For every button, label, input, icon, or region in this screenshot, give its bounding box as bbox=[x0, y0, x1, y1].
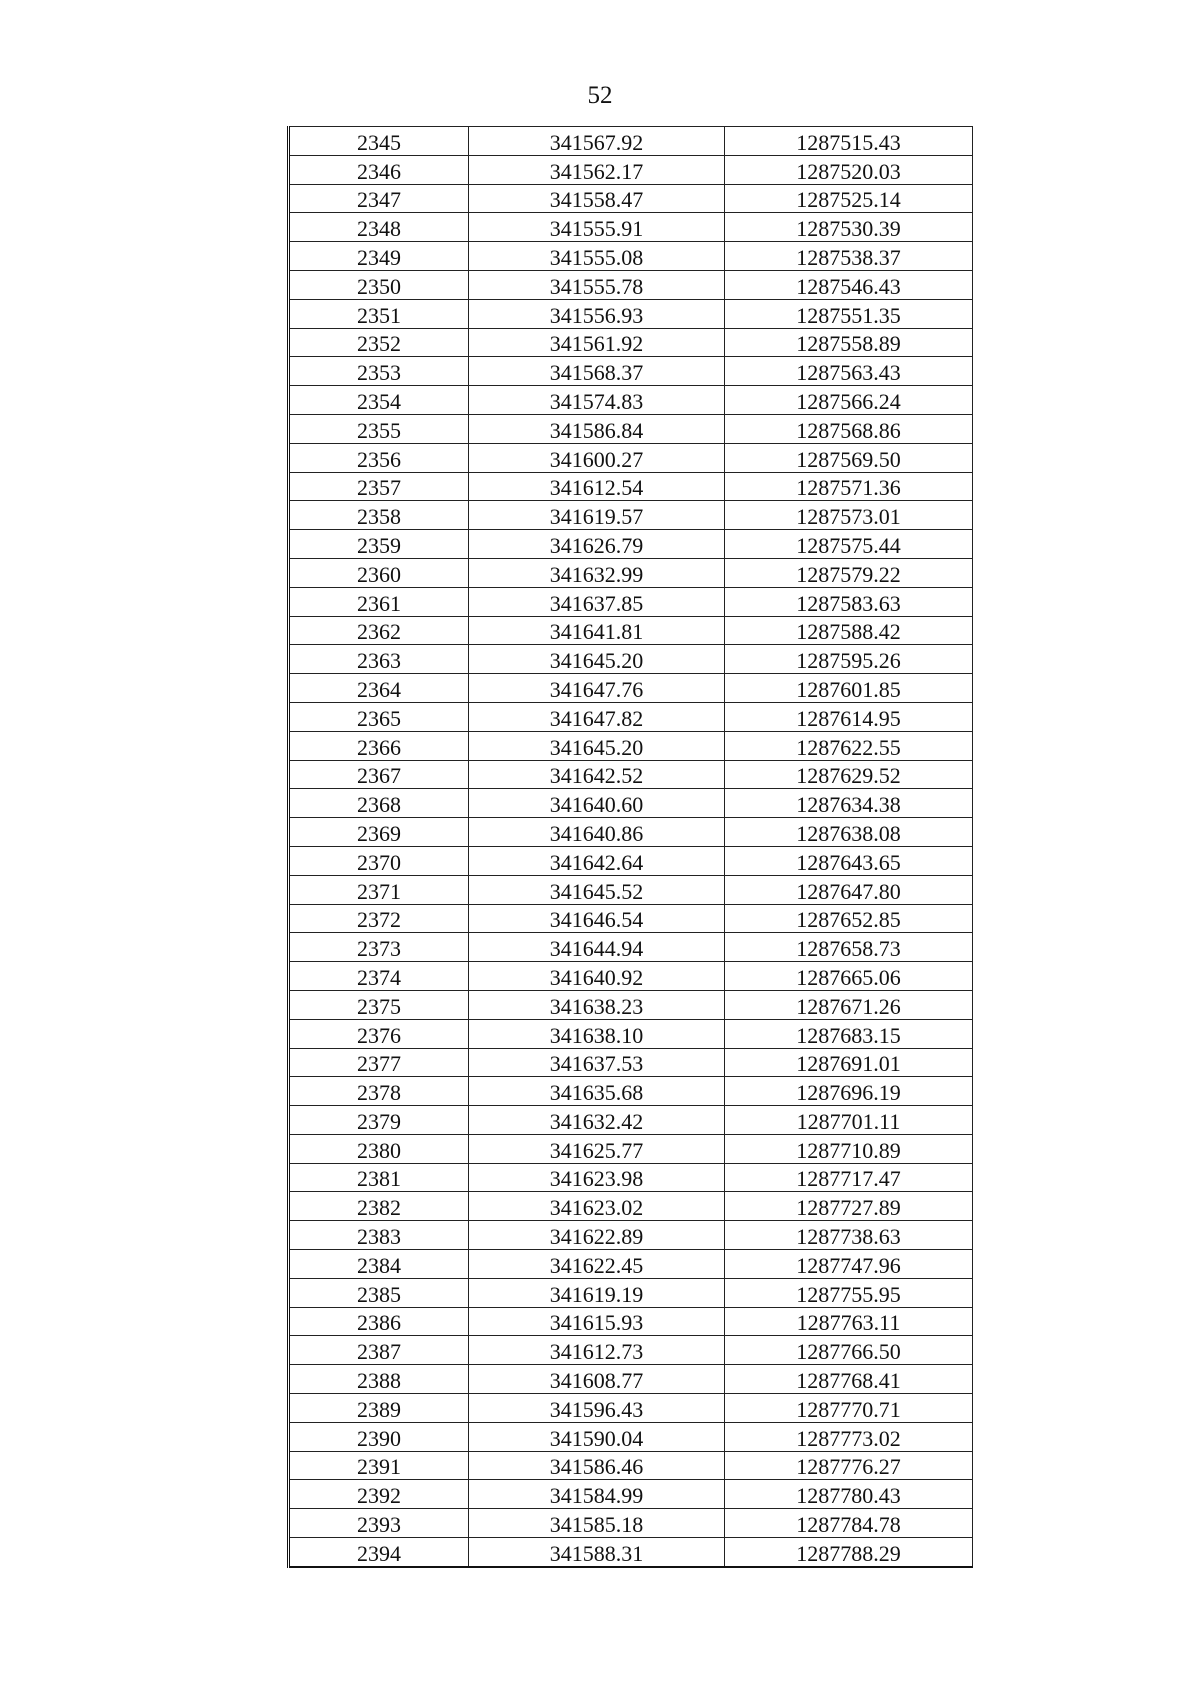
y-coordinate-cell: 1287588.42 bbox=[725, 616, 973, 645]
y-coordinate-cell: 1287755.95 bbox=[725, 1278, 973, 1307]
point-number-cell: 2348 bbox=[289, 213, 469, 242]
table-row bbox=[289, 1422, 973, 1451]
table-row bbox=[289, 501, 973, 530]
x-coordinate-cell: 341637.53 bbox=[469, 1048, 725, 1077]
x-coordinate-cell: 341622.45 bbox=[469, 1250, 725, 1279]
y-coordinate-cell: 1287788.29 bbox=[725, 1538, 973, 1567]
y-coordinate-cell: 1287520.03 bbox=[725, 155, 973, 184]
x-coordinate-cell: 341556.93 bbox=[469, 299, 725, 328]
y-coordinate-cell: 1287629.52 bbox=[725, 760, 973, 789]
x-coordinate-cell: 341623.02 bbox=[469, 1192, 725, 1221]
y-coordinate-cell: 1287643.65 bbox=[725, 846, 973, 875]
x-coordinate-cell: 341555.78 bbox=[469, 270, 725, 299]
table-row bbox=[289, 933, 973, 962]
y-coordinate-cell: 1287652.85 bbox=[725, 904, 973, 933]
point-number-cell: 2377 bbox=[289, 1048, 469, 1077]
table-row bbox=[289, 904, 973, 933]
x-coordinate-cell: 341646.54 bbox=[469, 904, 725, 933]
table-row bbox=[289, 1221, 973, 1250]
point-number-cell: 2388 bbox=[289, 1365, 469, 1394]
x-coordinate-cell: 341619.19 bbox=[469, 1278, 725, 1307]
y-coordinate-cell: 1287566.24 bbox=[725, 386, 973, 415]
table-row bbox=[289, 702, 973, 731]
y-coordinate-cell: 1287763.11 bbox=[725, 1307, 973, 1336]
y-coordinate-cell: 1287614.95 bbox=[725, 702, 973, 731]
point-number-cell: 2357 bbox=[289, 472, 469, 501]
x-coordinate-cell: 341645.20 bbox=[469, 645, 725, 674]
x-coordinate-cell: 341574.83 bbox=[469, 386, 725, 415]
x-coordinate-cell: 341562.17 bbox=[469, 155, 725, 184]
point-number-cell: 2359 bbox=[289, 530, 469, 559]
x-coordinate-cell: 341641.81 bbox=[469, 616, 725, 645]
x-coordinate-cell: 341615.93 bbox=[469, 1307, 725, 1336]
x-coordinate-cell: 341622.89 bbox=[469, 1221, 725, 1250]
x-coordinate-cell: 341600.27 bbox=[469, 443, 725, 472]
table-row bbox=[289, 1509, 973, 1538]
table-row bbox=[289, 1365, 973, 1394]
table-row bbox=[289, 1048, 973, 1077]
point-number-cell: 2389 bbox=[289, 1394, 469, 1423]
x-coordinate-cell: 341608.77 bbox=[469, 1365, 725, 1394]
y-coordinate-cell: 1287573.01 bbox=[725, 501, 973, 530]
table-row bbox=[289, 414, 973, 443]
table-row bbox=[289, 270, 973, 299]
table-row bbox=[289, 674, 973, 703]
table-row bbox=[289, 1134, 973, 1163]
y-coordinate-cell: 1287515.43 bbox=[725, 127, 973, 156]
point-number-cell: 2370 bbox=[289, 846, 469, 875]
x-coordinate-cell: 341640.92 bbox=[469, 962, 725, 991]
point-number-cell: 2385 bbox=[289, 1278, 469, 1307]
x-coordinate-cell: 341642.64 bbox=[469, 846, 725, 875]
table-row bbox=[289, 1278, 973, 1307]
x-coordinate-cell: 341585.18 bbox=[469, 1509, 725, 1538]
table-row bbox=[289, 357, 973, 386]
y-coordinate-cell: 1287546.43 bbox=[725, 270, 973, 299]
y-coordinate-cell: 1287770.71 bbox=[725, 1394, 973, 1423]
x-coordinate-cell: 341637.85 bbox=[469, 587, 725, 616]
x-coordinate-cell: 341567.92 bbox=[469, 127, 725, 156]
table-row bbox=[289, 443, 973, 472]
point-number-cell: 2392 bbox=[289, 1480, 469, 1509]
x-coordinate-cell: 341638.10 bbox=[469, 1019, 725, 1048]
point-number-cell: 2376 bbox=[289, 1019, 469, 1048]
table-row bbox=[289, 875, 973, 904]
table-row bbox=[289, 731, 973, 760]
x-coordinate-cell: 341558.47 bbox=[469, 184, 725, 213]
table-row bbox=[289, 328, 973, 357]
table-row bbox=[289, 846, 973, 875]
y-coordinate-cell: 1287569.50 bbox=[725, 443, 973, 472]
table-row bbox=[289, 789, 973, 818]
y-coordinate-cell: 1287738.63 bbox=[725, 1221, 973, 1250]
x-coordinate-cell: 341590.04 bbox=[469, 1422, 725, 1451]
table-row bbox=[289, 386, 973, 415]
table-row bbox=[289, 1394, 973, 1423]
x-coordinate-cell: 341588.31 bbox=[469, 1538, 725, 1567]
table-row bbox=[289, 1538, 973, 1567]
table-row bbox=[289, 1077, 973, 1106]
y-coordinate-cell: 1287647.80 bbox=[725, 875, 973, 904]
table-row bbox=[289, 1250, 973, 1279]
table-row bbox=[289, 213, 973, 242]
x-coordinate-cell: 341640.60 bbox=[469, 789, 725, 818]
y-coordinate-cell: 1287634.38 bbox=[725, 789, 973, 818]
x-coordinate-cell: 341561.92 bbox=[469, 328, 725, 357]
x-coordinate-cell: 341612.73 bbox=[469, 1336, 725, 1365]
point-number-cell: 2363 bbox=[289, 645, 469, 674]
table-row bbox=[289, 155, 973, 184]
y-coordinate-cell: 1287595.26 bbox=[725, 645, 973, 674]
table-row bbox=[289, 184, 973, 213]
y-coordinate-cell: 1287530.39 bbox=[725, 213, 973, 242]
point-number-cell: 2390 bbox=[289, 1422, 469, 1451]
x-coordinate-cell: 341647.82 bbox=[469, 702, 725, 731]
point-number-cell: 2366 bbox=[289, 731, 469, 760]
x-coordinate-cell: 341638.23 bbox=[469, 990, 725, 1019]
table-row bbox=[289, 1307, 973, 1336]
table-row bbox=[289, 616, 973, 645]
page-number: 52 bbox=[587, 82, 613, 109]
y-coordinate-cell: 1287780.43 bbox=[725, 1480, 973, 1509]
point-number-cell: 2347 bbox=[289, 184, 469, 213]
table-row bbox=[289, 1451, 973, 1480]
x-coordinate-cell: 341640.86 bbox=[469, 818, 725, 847]
y-coordinate-cell: 1287579.22 bbox=[725, 558, 973, 587]
table-row bbox=[289, 990, 973, 1019]
y-coordinate-cell: 1287601.85 bbox=[725, 674, 973, 703]
y-coordinate-cell: 1287727.89 bbox=[725, 1192, 973, 1221]
x-coordinate-cell: 341612.54 bbox=[469, 472, 725, 501]
point-number-cell: 2350 bbox=[289, 270, 469, 299]
x-coordinate-cell: 341644.94 bbox=[469, 933, 725, 962]
point-number-cell: 2387 bbox=[289, 1336, 469, 1365]
y-coordinate-cell: 1287773.02 bbox=[725, 1422, 973, 1451]
point-number-cell: 2382 bbox=[289, 1192, 469, 1221]
table-row bbox=[289, 558, 973, 587]
table-row bbox=[289, 127, 973, 156]
point-number-cell: 2383 bbox=[289, 1221, 469, 1250]
point-number-cell: 2386 bbox=[289, 1307, 469, 1336]
x-coordinate-cell: 341555.08 bbox=[469, 242, 725, 271]
y-coordinate-cell: 1287568.86 bbox=[725, 414, 973, 443]
coordinates-table-body bbox=[289, 127, 973, 1567]
table-row bbox=[289, 1480, 973, 1509]
point-number-cell: 2391 bbox=[289, 1451, 469, 1480]
y-coordinate-cell: 1287525.14 bbox=[725, 184, 973, 213]
x-coordinate-cell: 341626.79 bbox=[469, 530, 725, 559]
point-number-cell: 2378 bbox=[289, 1077, 469, 1106]
y-coordinate-cell: 1287717.47 bbox=[725, 1163, 973, 1192]
y-coordinate-cell: 1287696.19 bbox=[725, 1077, 973, 1106]
y-coordinate-cell: 1287551.35 bbox=[725, 299, 973, 328]
y-coordinate-cell: 1287671.26 bbox=[725, 990, 973, 1019]
point-number-cell: 2393 bbox=[289, 1509, 469, 1538]
y-coordinate-cell: 1287563.43 bbox=[725, 357, 973, 386]
table-row bbox=[289, 1336, 973, 1365]
x-coordinate-cell: 341635.68 bbox=[469, 1077, 725, 1106]
table-row bbox=[289, 1019, 973, 1048]
point-number-cell: 2394 bbox=[289, 1538, 469, 1567]
y-coordinate-cell: 1287538.37 bbox=[725, 242, 973, 271]
table-row bbox=[289, 1192, 973, 1221]
x-coordinate-cell: 341632.42 bbox=[469, 1106, 725, 1135]
y-coordinate-cell: 1287571.36 bbox=[725, 472, 973, 501]
y-coordinate-cell: 1287691.01 bbox=[725, 1048, 973, 1077]
y-coordinate-cell: 1287747.96 bbox=[725, 1250, 973, 1279]
x-coordinate-cell: 341647.76 bbox=[469, 674, 725, 703]
point-number-cell: 2353 bbox=[289, 357, 469, 386]
table-row bbox=[289, 962, 973, 991]
x-coordinate-cell: 341632.99 bbox=[469, 558, 725, 587]
x-coordinate-cell: 341555.91 bbox=[469, 213, 725, 242]
x-coordinate-cell: 341625.77 bbox=[469, 1134, 725, 1163]
y-coordinate-cell: 1287776.27 bbox=[725, 1451, 973, 1480]
table-row bbox=[289, 760, 973, 789]
table-row bbox=[289, 299, 973, 328]
y-coordinate-cell: 1287683.15 bbox=[725, 1019, 973, 1048]
y-coordinate-cell: 1287766.50 bbox=[725, 1336, 973, 1365]
coordinates-table bbox=[287, 126, 973, 1568]
point-number-cell: 2373 bbox=[289, 933, 469, 962]
y-coordinate-cell: 1287665.06 bbox=[725, 962, 973, 991]
y-coordinate-cell: 1287622.55 bbox=[725, 731, 973, 760]
y-coordinate-cell: 1287638.08 bbox=[725, 818, 973, 847]
y-coordinate-cell: 1287768.41 bbox=[725, 1365, 973, 1394]
table-row bbox=[289, 242, 973, 271]
x-coordinate-cell: 341642.52 bbox=[469, 760, 725, 789]
x-coordinate-cell: 341568.37 bbox=[469, 357, 725, 386]
y-coordinate-cell: 1287701.11 bbox=[725, 1106, 973, 1135]
point-number-cell: 2368 bbox=[289, 789, 469, 818]
point-number-cell: 2356 bbox=[289, 443, 469, 472]
point-number-cell: 2360 bbox=[289, 558, 469, 587]
y-coordinate-cell: 1287575.44 bbox=[725, 530, 973, 559]
x-coordinate-cell: 341596.43 bbox=[469, 1394, 725, 1423]
point-number-cell: 2362 bbox=[289, 616, 469, 645]
x-coordinate-cell: 341645.52 bbox=[469, 875, 725, 904]
table-row bbox=[289, 818, 973, 847]
point-number-cell: 2349 bbox=[289, 242, 469, 271]
point-number-cell: 2355 bbox=[289, 414, 469, 443]
point-number-cell: 2381 bbox=[289, 1163, 469, 1192]
point-number-cell: 2351 bbox=[289, 299, 469, 328]
x-coordinate-cell: 341586.84 bbox=[469, 414, 725, 443]
x-coordinate-cell: 341645.20 bbox=[469, 731, 725, 760]
point-number-cell: 2361 bbox=[289, 587, 469, 616]
y-coordinate-cell: 1287583.63 bbox=[725, 587, 973, 616]
table-row bbox=[289, 645, 973, 674]
y-coordinate-cell: 1287658.73 bbox=[725, 933, 973, 962]
point-number-cell: 2374 bbox=[289, 962, 469, 991]
y-coordinate-cell: 1287710.89 bbox=[725, 1134, 973, 1163]
x-coordinate-cell: 341623.98 bbox=[469, 1163, 725, 1192]
point-number-cell: 2372 bbox=[289, 904, 469, 933]
point-number-cell: 2384 bbox=[289, 1250, 469, 1279]
point-number-cell: 2369 bbox=[289, 818, 469, 847]
x-coordinate-cell: 341619.57 bbox=[469, 501, 725, 530]
y-coordinate-cell: 1287558.89 bbox=[725, 328, 973, 357]
point-number-cell: 2352 bbox=[289, 328, 469, 357]
point-number-cell: 2380 bbox=[289, 1134, 469, 1163]
point-number-cell: 2379 bbox=[289, 1106, 469, 1135]
point-number-cell: 2375 bbox=[289, 990, 469, 1019]
x-coordinate-cell: 341586.46 bbox=[469, 1451, 725, 1480]
point-number-cell: 2345 bbox=[289, 127, 469, 156]
table-row bbox=[289, 587, 973, 616]
point-number-cell: 2364 bbox=[289, 674, 469, 703]
point-number-cell: 2367 bbox=[289, 760, 469, 789]
point-number-cell: 2371 bbox=[289, 875, 469, 904]
y-coordinate-cell: 1287784.78 bbox=[725, 1509, 973, 1538]
point-number-cell: 2358 bbox=[289, 501, 469, 530]
table-row bbox=[289, 1163, 973, 1192]
table-row bbox=[289, 472, 973, 501]
point-number-cell: 2346 bbox=[289, 155, 469, 184]
point-number-cell: 2365 bbox=[289, 702, 469, 731]
table-row bbox=[289, 1106, 973, 1135]
table-row bbox=[289, 530, 973, 559]
point-number-cell: 2354 bbox=[289, 386, 469, 415]
x-coordinate-cell: 341584.99 bbox=[469, 1480, 725, 1509]
